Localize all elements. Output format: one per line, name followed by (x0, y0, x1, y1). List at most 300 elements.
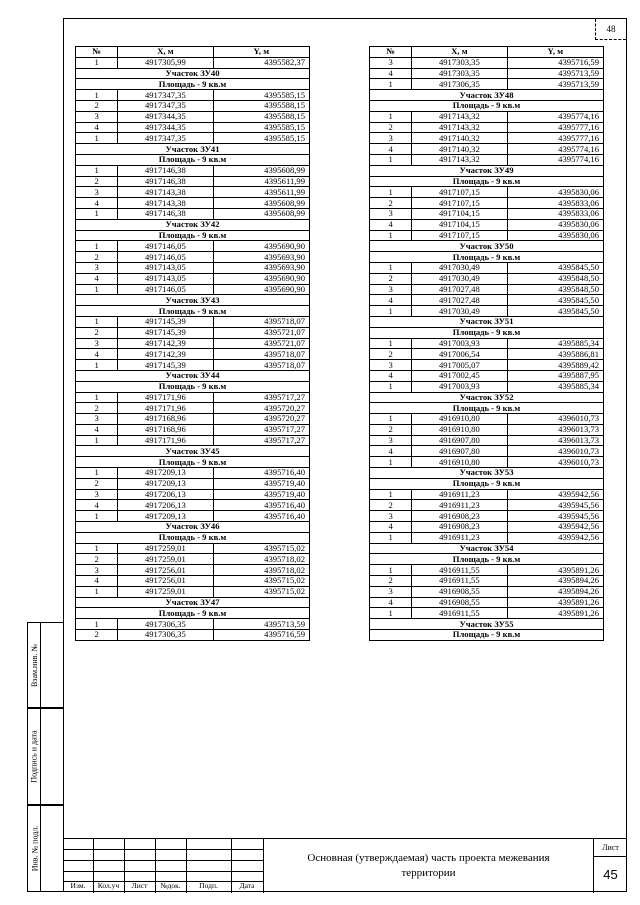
stamp-label-ndok: №док. (160, 881, 181, 890)
point-number-cell: 4 (370, 68, 412, 79)
point-number-cell: 1 (76, 208, 118, 219)
point-number-cell: 1 (76, 468, 118, 479)
x-coordinate-cell: 4917143,38 (118, 187, 213, 198)
table-row (76, 111, 310, 122)
section-header-cell: Участок ЗУ46 (76, 522, 310, 533)
side-block-sign-date (27, 708, 63, 805)
y-coordinate-cell: 4395777,16 (507, 122, 603, 133)
y-coordinate-cell: 4395611,99 (213, 176, 309, 187)
point-number-cell: 2 (370, 273, 412, 284)
x-coordinate-cell: 4916911,55 (412, 576, 507, 587)
table-section-header (370, 478, 604, 489)
point-number-cell: 3 (370, 360, 412, 371)
x-coordinate-cell: 4917005,07 (412, 360, 507, 371)
point-number-cell: 3 (76, 338, 118, 349)
table-section-header (76, 230, 310, 241)
x-coordinate-cell: 4916911,23 (412, 532, 507, 543)
y-coordinate-cell: 4395830,06 (507, 219, 603, 230)
table-section-header (370, 403, 604, 414)
table-row (76, 284, 310, 295)
table-section-header (76, 154, 310, 165)
x-coordinate-cell: 4917256,01 (118, 565, 213, 576)
point-number-cell: 4 (76, 576, 118, 587)
x-coordinate-cell: 4917171,96 (118, 392, 213, 403)
column-header-x: X, м (412, 47, 507, 58)
point-number-cell: 3 (370, 133, 412, 144)
stamp-label-izm: Изм. (70, 881, 86, 890)
x-coordinate-cell: 4917303,35 (412, 57, 507, 68)
side-label-sign-date: Подпись и дата (30, 730, 39, 783)
x-coordinate-cell: 4917206,13 (118, 489, 213, 500)
x-coordinate-cell: 4917146,38 (118, 176, 213, 187)
point-number-cell: 2 (76, 176, 118, 187)
x-coordinate-cell: 4916910,80 (412, 424, 507, 435)
table-row (370, 435, 604, 446)
point-number-cell: 3 (76, 489, 118, 500)
point-number-cell: 3 (370, 511, 412, 522)
stamp-label-data: Дата (239, 881, 255, 890)
table-row (370, 586, 604, 597)
table-header-row (370, 47, 604, 58)
section-header-cell: Площадь - 9 кв.м (370, 554, 604, 565)
column-header-n: № (76, 47, 118, 58)
point-number-cell: 3 (76, 565, 118, 576)
table-section-header (76, 219, 310, 230)
y-coordinate-cell: 4395942,56 (507, 532, 603, 543)
section-header-cell: Площадь - 9 кв.м (370, 252, 604, 263)
side-label-inv-orig: Инв. № подл. (30, 825, 39, 872)
table-row (370, 338, 604, 349)
point-number-cell: 1 (76, 435, 118, 446)
y-coordinate-cell: 4395716,40 (213, 468, 309, 479)
point-number-cell: 4 (370, 144, 412, 155)
table-section-header (76, 306, 310, 317)
table-row (76, 316, 310, 327)
y-coordinate-cell: 4395608,99 (213, 165, 309, 176)
y-coordinate-cell: 4395717,27 (213, 392, 309, 403)
section-header-cell: Площадь - 9 кв.м (76, 381, 310, 392)
y-coordinate-cell: 4395719,40 (213, 489, 309, 500)
point-number-cell: 1 (370, 532, 412, 543)
table-row (370, 576, 604, 587)
table-row (76, 478, 310, 489)
point-number-cell: 3 (370, 284, 412, 295)
y-coordinate-cell: 4395830,06 (507, 230, 603, 241)
title-block (63, 838, 627, 892)
table-row (370, 424, 604, 435)
y-coordinate-cell: 4395774,16 (507, 154, 603, 165)
y-coordinate-cell: 4395690,90 (213, 241, 309, 252)
x-coordinate-cell: 4917145,39 (118, 316, 213, 327)
table-row (76, 273, 310, 284)
y-coordinate-cell: 4395718,07 (213, 316, 309, 327)
x-coordinate-cell: 4917305,99 (118, 57, 213, 68)
x-coordinate-cell: 4917140,32 (412, 133, 507, 144)
x-coordinate-cell: 4917146,05 (118, 241, 213, 252)
x-coordinate-cell: 4917303,35 (412, 68, 507, 79)
y-coordinate-cell: 4395608,99 (213, 198, 309, 209)
column-header-y: Y, м (213, 47, 309, 58)
section-header-cell: Площадь - 9 кв.м (76, 79, 310, 90)
point-number-cell: 4 (76, 500, 118, 511)
x-coordinate-cell: 4917146,38 (118, 165, 213, 176)
table-section-header (76, 522, 310, 533)
x-coordinate-cell: 4917347,35 (118, 100, 213, 111)
point-number-cell: 1 (370, 608, 412, 619)
table-row (76, 630, 310, 641)
point-number-cell: 1 (370, 457, 412, 468)
table-row (370, 597, 604, 608)
y-coordinate-cell: 4396013,73 (507, 424, 603, 435)
y-coordinate-cell: 4395693,90 (213, 252, 309, 263)
point-number-cell: 3 (76, 262, 118, 273)
x-coordinate-cell: 4916908,55 (412, 586, 507, 597)
table-section-header (370, 392, 604, 403)
x-coordinate-cell: 4917168,96 (118, 414, 213, 425)
y-coordinate-cell: 4395848,50 (507, 284, 603, 295)
point-number-cell: 4 (370, 597, 412, 608)
point-number-cell: 1 (76, 241, 118, 252)
point-number-cell: 1 (76, 543, 118, 554)
x-coordinate-cell: 4917306,35 (412, 79, 507, 90)
point-number-cell: 1 (370, 565, 412, 576)
table-row (370, 306, 604, 317)
table-row (76, 543, 310, 554)
table-row (76, 500, 310, 511)
x-coordinate-cell: 4916911,23 (412, 500, 507, 511)
table-section-header (76, 457, 310, 468)
x-coordinate-cell: 4916908,55 (412, 597, 507, 608)
y-coordinate-cell: 4395585,15 (213, 90, 309, 101)
section-header-cell: Площадь - 9 кв.м (370, 630, 604, 641)
point-number-cell: 3 (76, 111, 118, 122)
page-number: 48 (595, 19, 626, 40)
table-row (370, 262, 604, 273)
y-coordinate-cell: 4395891,26 (507, 565, 603, 576)
section-header-cell: Площадь - 9 кв.м (370, 327, 604, 338)
point-number-cell: 1 (76, 165, 118, 176)
x-coordinate-cell: 4917030,49 (412, 306, 507, 317)
x-coordinate-cell: 4916911,55 (412, 608, 507, 619)
table-row (76, 241, 310, 252)
section-header-cell: Площадь - 9 кв.м (76, 154, 310, 165)
table-row (76, 619, 310, 630)
point-number-cell: 2 (370, 349, 412, 360)
section-header-cell: Участок ЗУ40 (76, 68, 310, 79)
section-header-cell: Площадь - 9 кв.м (76, 608, 310, 619)
table-row (76, 262, 310, 273)
x-coordinate-cell: 4916910,80 (412, 457, 507, 468)
y-coordinate-cell: 4395777,16 (507, 133, 603, 144)
point-number-cell: 1 (370, 230, 412, 241)
coordinates-table-right (369, 46, 604, 641)
section-header-cell: Площадь - 9 кв.м (76, 230, 310, 241)
table-row (370, 500, 604, 511)
x-coordinate-cell: 4917143,32 (412, 122, 507, 133)
point-number-cell: 1 (370, 414, 412, 425)
y-coordinate-cell: 4395608,99 (213, 208, 309, 219)
y-coordinate-cell: 4395718,07 (213, 349, 309, 360)
table-section-header (370, 327, 604, 338)
point-number-cell: 4 (370, 295, 412, 306)
y-coordinate-cell: 4395690,90 (213, 273, 309, 284)
table-section-header (76, 446, 310, 457)
y-coordinate-cell: 4395719,40 (213, 478, 309, 489)
table-row (76, 468, 310, 479)
x-coordinate-cell: 4917143,05 (118, 262, 213, 273)
y-coordinate-cell: 4395588,15 (213, 111, 309, 122)
table-section-header (370, 241, 604, 252)
table-section-header (76, 608, 310, 619)
table-row (76, 100, 310, 111)
x-coordinate-cell: 4917146,38 (118, 208, 213, 219)
table-row (370, 565, 604, 576)
x-coordinate-cell: 4917143,38 (118, 198, 213, 209)
y-coordinate-cell: 4395716,59 (213, 630, 309, 641)
table-row (370, 187, 604, 198)
table-section-header (370, 252, 604, 263)
point-number-cell: 1 (76, 511, 118, 522)
point-number-cell: 4 (370, 219, 412, 230)
x-coordinate-cell: 4917143,32 (412, 154, 507, 165)
point-number-cell: 2 (76, 327, 118, 338)
y-coordinate-cell: 4395830,06 (507, 187, 603, 198)
y-coordinate-cell: 4395718,02 (213, 554, 309, 565)
y-coordinate-cell: 4395715,02 (213, 543, 309, 554)
y-coordinate-cell: 4396010,73 (507, 414, 603, 425)
x-coordinate-cell: 4917347,35 (118, 90, 213, 101)
table-row (76, 133, 310, 144)
x-coordinate-cell: 4917259,01 (118, 586, 213, 597)
section-header-cell: Участок ЗУ41 (76, 144, 310, 155)
y-coordinate-cell: 4395945,56 (507, 500, 603, 511)
table-section-header (370, 554, 604, 565)
sheet-number: 45 (603, 867, 618, 882)
point-number-cell: 3 (370, 586, 412, 597)
y-coordinate-cell: 4395716,59 (507, 57, 603, 68)
x-coordinate-cell: 4917142,39 (118, 349, 213, 360)
section-header-cell: Участок ЗУ48 (370, 90, 604, 101)
table-section-header (370, 543, 604, 554)
point-number-cell: 1 (76, 90, 118, 101)
section-header-cell: Участок ЗУ55 (370, 619, 604, 630)
point-number-cell: 3 (370, 57, 412, 68)
table-section-header (76, 68, 310, 79)
table-section-header (370, 630, 604, 641)
coordinates-table-left (75, 46, 310, 641)
x-coordinate-cell: 4917003,93 (412, 338, 507, 349)
table-row (370, 349, 604, 360)
table-row (370, 79, 604, 90)
point-number-cell: 4 (76, 198, 118, 209)
table-row (370, 208, 604, 219)
x-coordinate-cell: 4917140,32 (412, 144, 507, 155)
y-coordinate-cell: 4395845,50 (507, 262, 603, 273)
y-coordinate-cell: 4395585,15 (213, 133, 309, 144)
y-coordinate-cell: 4395885,34 (507, 381, 603, 392)
table-section-header (76, 295, 310, 306)
x-coordinate-cell: 4917143,05 (118, 273, 213, 284)
point-number-cell: 1 (76, 619, 118, 630)
x-coordinate-cell: 4917145,39 (118, 360, 213, 371)
point-number-cell: 4 (370, 522, 412, 533)
section-header-cell: Площадь - 9 кв.м (370, 403, 604, 414)
point-number-cell: 2 (76, 100, 118, 111)
x-coordinate-cell: 4917347,35 (118, 133, 213, 144)
table-row (76, 576, 310, 587)
table-section-header (370, 90, 604, 101)
table-row (76, 349, 310, 360)
x-coordinate-cell: 4916910,80 (412, 414, 507, 425)
y-coordinate-cell: 4396010,73 (507, 457, 603, 468)
table-row (370, 198, 604, 209)
x-coordinate-cell: 4916908,23 (412, 511, 507, 522)
x-coordinate-cell: 4917027,48 (412, 284, 507, 295)
point-number-cell: 1 (76, 360, 118, 371)
table-section-header (370, 176, 604, 187)
y-coordinate-cell: 4395716,40 (213, 511, 309, 522)
section-header-cell: Площадь - 9 кв.м (370, 176, 604, 187)
point-number-cell: 4 (76, 349, 118, 360)
table-row (370, 414, 604, 425)
table-section-header (76, 79, 310, 90)
sheet-box (593, 839, 627, 893)
y-coordinate-cell: 4395894,26 (507, 576, 603, 587)
table-row (76, 187, 310, 198)
y-coordinate-cell: 4395891,26 (507, 597, 603, 608)
table-row (76, 165, 310, 176)
section-header-cell: Участок ЗУ45 (76, 446, 310, 457)
x-coordinate-cell: 4917171,96 (118, 435, 213, 446)
table-row (76, 338, 310, 349)
y-coordinate-cell: 4395716,40 (213, 500, 309, 511)
point-number-cell: 2 (76, 252, 118, 263)
x-coordinate-cell: 4917306,35 (118, 619, 213, 630)
stamp-label-podp: Подп. (199, 881, 218, 890)
x-coordinate-cell: 4916908,23 (412, 522, 507, 533)
y-coordinate-cell: 4395845,50 (507, 306, 603, 317)
point-number-cell: 1 (370, 338, 412, 349)
x-coordinate-cell: 4916911,23 (412, 489, 507, 500)
revision-grid (63, 839, 263, 893)
x-coordinate-cell: 4917002,45 (412, 370, 507, 381)
y-coordinate-cell: 4395774,16 (507, 144, 603, 155)
y-coordinate-cell: 4395848,50 (507, 273, 603, 284)
table-row (370, 230, 604, 241)
point-number-cell: 2 (370, 424, 412, 435)
x-coordinate-cell: 4917104,15 (412, 219, 507, 230)
table-row (370, 273, 604, 284)
table-row (370, 68, 604, 79)
point-number-cell: 1 (370, 489, 412, 500)
column-header-x: X, м (118, 47, 213, 58)
table-row (76, 122, 310, 133)
y-coordinate-cell: 4395891,26 (507, 608, 603, 619)
point-number-cell: 1 (370, 381, 412, 392)
table-row (370, 154, 604, 165)
y-coordinate-cell: 4395713,59 (213, 619, 309, 630)
section-header-cell: Участок ЗУ43 (76, 295, 310, 306)
point-number-cell: 3 (76, 414, 118, 425)
y-coordinate-cell: 4395774,16 (507, 111, 603, 122)
x-coordinate-cell: 4917107,15 (412, 187, 507, 198)
table-row (76, 90, 310, 101)
y-coordinate-cell: 4396010,73 (507, 446, 603, 457)
section-header-cell: Участок ЗУ54 (370, 543, 604, 554)
stamp-label-kolich: Кол.уч (97, 881, 120, 890)
point-number-cell: 2 (370, 122, 412, 133)
table-section-header (76, 370, 310, 381)
section-header-cell: Участок ЗУ52 (370, 392, 604, 403)
y-coordinate-cell: 4395942,56 (507, 522, 603, 533)
y-coordinate-cell: 4396013,73 (507, 435, 603, 446)
point-number-cell: 1 (370, 262, 412, 273)
table-row (370, 381, 604, 392)
table-row (76, 392, 310, 403)
y-coordinate-cell: 4395845,50 (507, 295, 603, 306)
y-coordinate-cell: 4395713,59 (507, 79, 603, 90)
x-coordinate-cell: 4917107,15 (412, 198, 507, 209)
table-row (370, 522, 604, 533)
section-header-cell: Участок ЗУ50 (370, 241, 604, 252)
point-number-cell: 1 (76, 586, 118, 597)
x-coordinate-cell: 4916907,80 (412, 435, 507, 446)
y-coordinate-cell: 4395690,90 (213, 284, 309, 295)
table-row (370, 457, 604, 468)
table-section-header (370, 468, 604, 479)
x-coordinate-cell: 4917143,32 (412, 111, 507, 122)
section-header-cell: Участок ЗУ44 (76, 370, 310, 381)
sheet-label: Лист (594, 839, 627, 857)
table-row (76, 198, 310, 209)
side-label-inv-replace: Взам.инв. № (30, 643, 39, 687)
table-row (370, 284, 604, 295)
point-number-cell: 3 (370, 208, 412, 219)
table-row (76, 252, 310, 263)
table-row (370, 511, 604, 522)
point-number-cell: 1 (370, 79, 412, 90)
table-section-header (370, 165, 604, 176)
table-section-header (76, 532, 310, 543)
x-coordinate-cell: 4916911,55 (412, 565, 507, 576)
section-header-cell: Участок ЗУ53 (370, 468, 604, 479)
x-coordinate-cell: 4917027,48 (412, 295, 507, 306)
table-row (370, 295, 604, 306)
x-coordinate-cell: 4917006,54 (412, 349, 507, 360)
x-coordinate-cell: 4917209,13 (118, 511, 213, 522)
y-coordinate-cell: 4395887,95 (507, 370, 603, 381)
side-block-inv-orig (27, 805, 63, 892)
x-coordinate-cell: 4917259,01 (118, 554, 213, 565)
table-row (370, 57, 604, 68)
table-section-header (76, 144, 310, 155)
y-coordinate-cell: 4395611,99 (213, 187, 309, 198)
x-coordinate-cell: 4917209,13 (118, 468, 213, 479)
y-coordinate-cell: 4395945,56 (507, 511, 603, 522)
y-coordinate-cell: 4395721,07 (213, 338, 309, 349)
x-coordinate-cell: 4917344,35 (118, 122, 213, 133)
column-header-n: № (370, 47, 412, 58)
table-row (76, 208, 310, 219)
point-number-cell: 2 (76, 478, 118, 489)
x-coordinate-cell: 4917107,15 (412, 230, 507, 241)
table-header-row (76, 47, 310, 58)
table-row (370, 144, 604, 155)
point-number-cell: 4 (370, 370, 412, 381)
y-coordinate-cell: 4395720,27 (213, 403, 309, 414)
x-coordinate-cell: 4917142,39 (118, 338, 213, 349)
x-coordinate-cell: 4917104,15 (412, 208, 507, 219)
